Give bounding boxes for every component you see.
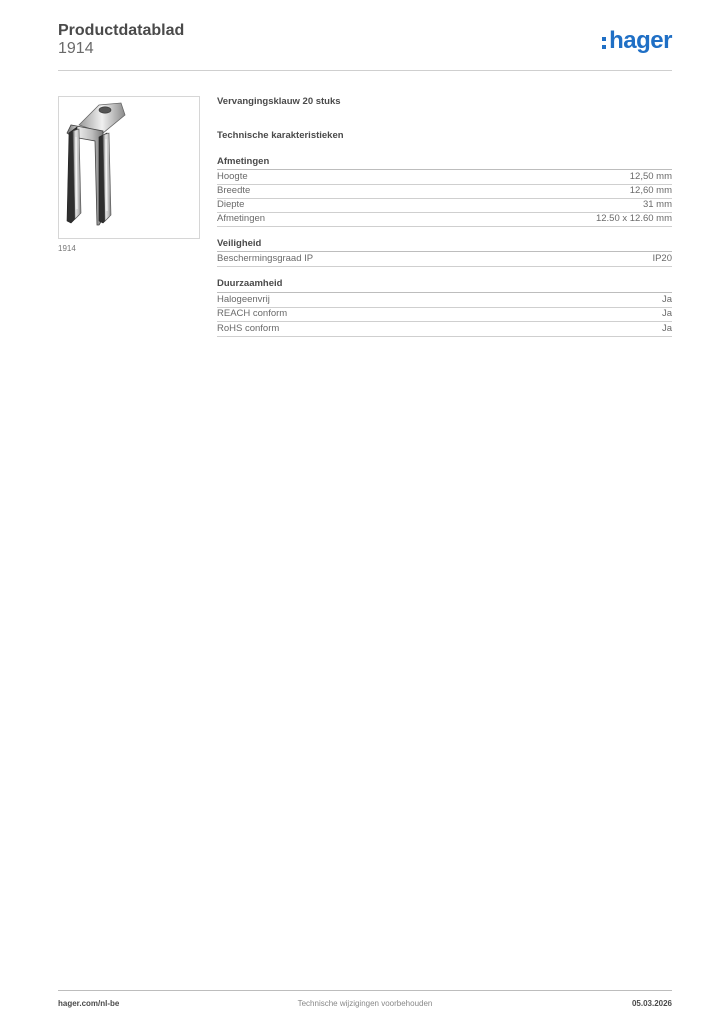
spec-value: 12,50 mm — [629, 171, 672, 182]
spec-label: Beschermingsgraad IP — [217, 253, 314, 264]
product-description: Vervangingsklauw 20 stuks — [217, 96, 341, 107]
spec-value: Ja — [661, 308, 672, 319]
spec-row — [217, 212, 672, 227]
section-title-afmetingen: Afmetingen — [217, 156, 672, 170]
spec-label: Hoogte — [217, 171, 248, 182]
spec-row — [217, 322, 672, 337]
section-title-veiligheid: Veiligheid — [217, 238, 672, 252]
spec-value: Ja — [661, 294, 672, 305]
spec-row — [217, 198, 672, 213]
spec-value: Ja — [661, 323, 672, 334]
hager-logo — [602, 28, 672, 54]
footer-notice: Technische wijzigingen voorbehouden — [297, 999, 433, 1008]
product-image — [58, 96, 200, 239]
clip-claw-icon — [59, 97, 199, 238]
document-title: Productdatablad — [58, 22, 185, 39]
spec-value: IP20 — [652, 253, 672, 264]
technical-characteristics-heading: Technische karakteristieken — [217, 130, 344, 141]
section-title-duurzaamheid: Duurzaamheid — [217, 278, 283, 289]
logo-dots-icon — [602, 37, 606, 49]
page-footer — [58, 990, 672, 1021]
page-header — [58, 20, 672, 71]
spec-label: Breedte — [217, 185, 251, 196]
spec-value: 12.50 x 12.60 mm — [595, 213, 672, 224]
spec-row — [217, 170, 672, 185]
spec-label: RoHS conform — [217, 323, 280, 334]
spec-label: Afmetingen — [217, 213, 266, 224]
product-number: 1914 — [58, 40, 94, 57]
spec-row — [217, 252, 672, 267]
footer-website-link[interactable]: hager.com/nl-be — [58, 999, 120, 1008]
spec-value: 31 mm — [642, 199, 672, 210]
spec-label: Halogeenvrij — [217, 294, 270, 305]
spec-label: REACH conform — [217, 308, 288, 319]
image-caption: 1914 — [58, 244, 76, 253]
spec-row — [217, 307, 672, 322]
spec-value: 12,60 mm — [629, 185, 672, 196]
spec-row — [217, 184, 672, 199]
spec-row — [217, 292, 672, 308]
footer-date: 05.03.2026 — [631, 999, 672, 1008]
spec-label: Diepte — [217, 199, 245, 210]
logo-text: hager — [609, 27, 672, 54]
